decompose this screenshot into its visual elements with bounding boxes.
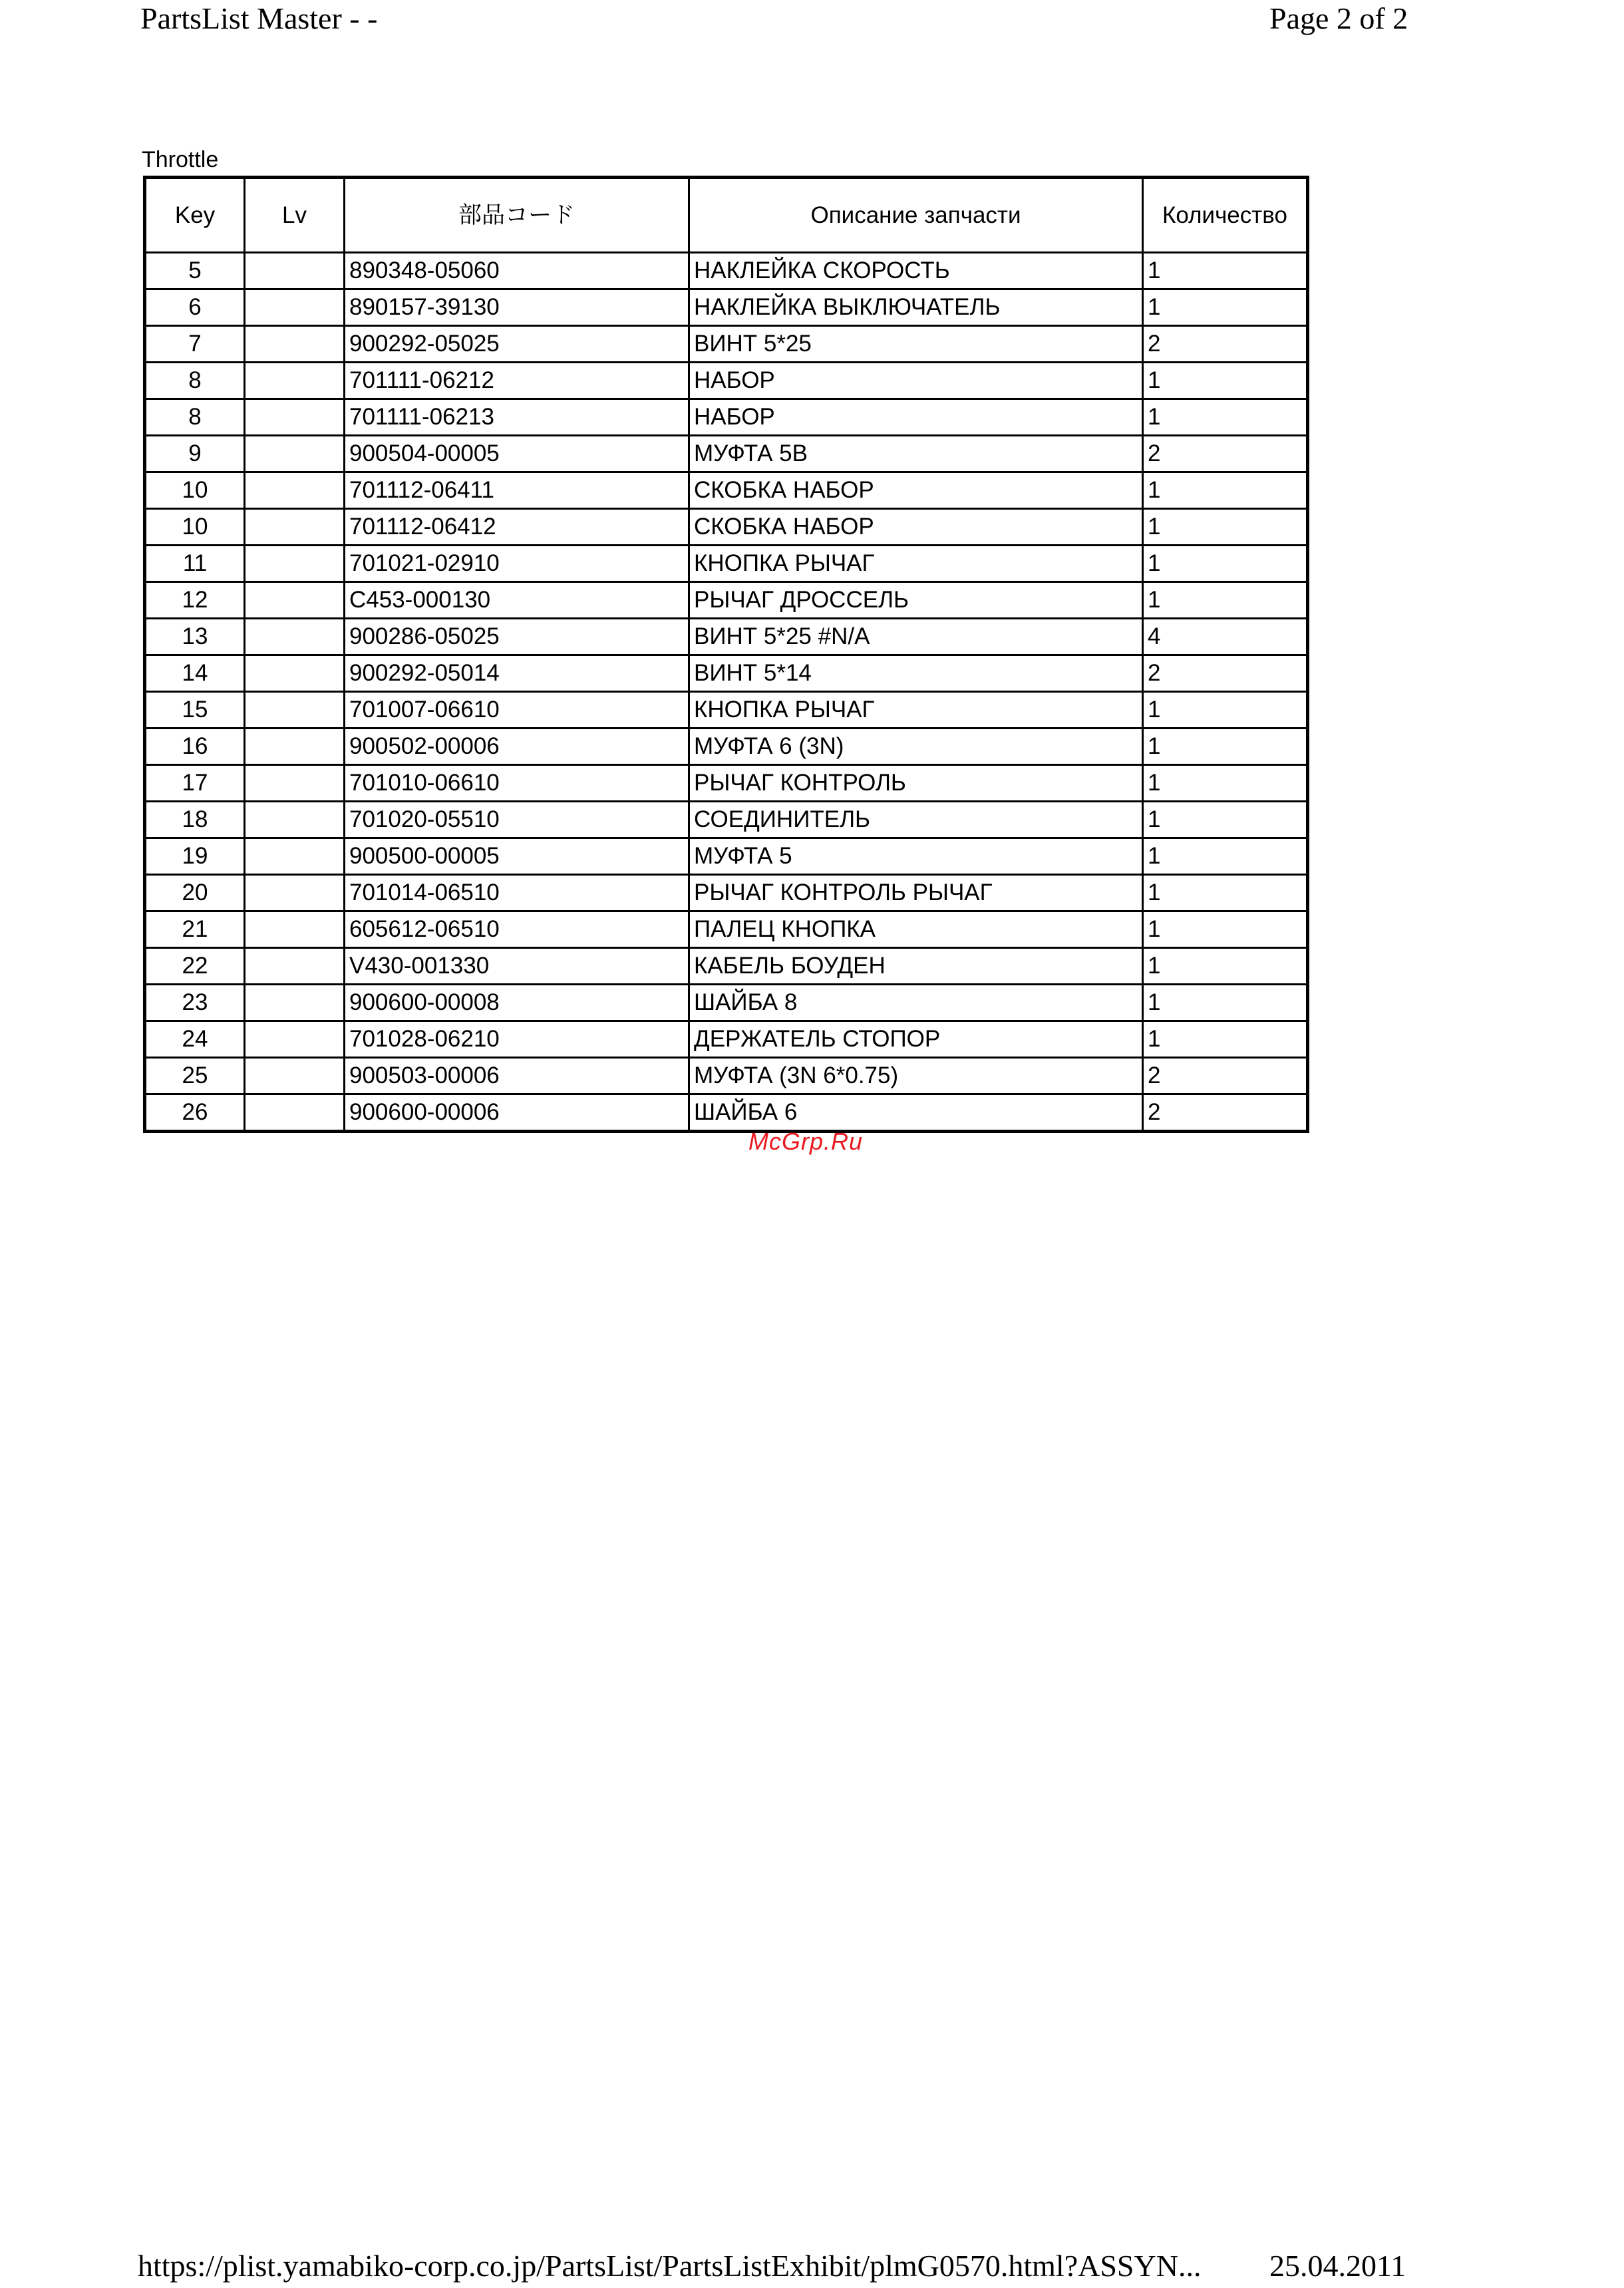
- table-row: [145, 509, 1308, 546]
- cell-lv: [245, 1058, 345, 1094]
- cell-quantity: 1: [1143, 472, 1308, 509]
- cell-lv: [245, 326, 345, 363]
- cell-key: 5: [145, 253, 245, 289]
- cell-part-code: 605612-06510: [345, 911, 689, 948]
- cell-part-code: 701112-06411: [345, 472, 689, 509]
- cell-quantity: 1: [1143, 399, 1308, 436]
- cell-description: ВИНТ 5*14: [689, 655, 1143, 692]
- cell-quantity: 1: [1143, 948, 1308, 985]
- table-row: [145, 436, 1308, 472]
- cell-lv: [245, 546, 345, 582]
- cell-key: 11: [145, 546, 245, 582]
- cell-key: 25: [145, 1058, 245, 1094]
- cell-description: КНОПКА РЫЧАГ: [689, 546, 1143, 582]
- cell-description: РЫЧАГ КОНТРОЛЬ РЫЧАГ: [689, 875, 1143, 911]
- cell-lv: [245, 729, 345, 765]
- cell-part-code: 900286-05025: [345, 619, 689, 655]
- cell-description: РЫЧАГ КОНТРОЛЬ: [689, 765, 1143, 802]
- cell-quantity: 2: [1143, 326, 1308, 363]
- cell-lv: [245, 911, 345, 948]
- cell-part-code: 900500-00005: [345, 838, 689, 875]
- cell-lv: [245, 838, 345, 875]
- cell-description: ПАЛЕЦ КНОПКА: [689, 911, 1143, 948]
- cell-key: 7: [145, 326, 245, 363]
- cell-part-code: 900292-05014: [345, 655, 689, 692]
- table-row: [145, 399, 1308, 436]
- cell-lv: [245, 655, 345, 692]
- cell-quantity: 1: [1143, 289, 1308, 326]
- cell-lv: [245, 875, 345, 911]
- cell-part-code: 900600-00008: [345, 985, 689, 1021]
- table-row: [145, 363, 1308, 399]
- table-row: [145, 326, 1308, 363]
- table-row: [145, 655, 1308, 692]
- table-row: [145, 1058, 1308, 1094]
- cell-key: 13: [145, 619, 245, 655]
- cell-lv: [245, 802, 345, 838]
- cell-lv: [245, 399, 345, 436]
- cell-lv: [245, 1094, 345, 1132]
- cell-part-code: 900504-00005: [345, 436, 689, 472]
- cell-part-code: 900600-00006: [345, 1094, 689, 1132]
- cell-part-code: 701028-06210: [345, 1021, 689, 1058]
- cell-description: МУФТА 6 (3N): [689, 729, 1143, 765]
- table-row: [145, 692, 1308, 729]
- table-header-row: [145, 178, 1308, 253]
- cell-part-code: 701111-06213: [345, 399, 689, 436]
- table-row: [145, 582, 1308, 619]
- column-header-description: Описание запчасти: [689, 178, 1143, 253]
- cell-quantity: 1: [1143, 875, 1308, 911]
- table-row: [145, 911, 1308, 948]
- cell-quantity: 2: [1143, 1094, 1308, 1132]
- cell-lv: [245, 765, 345, 802]
- cell-key: 17: [145, 765, 245, 802]
- cell-quantity: 1: [1143, 1021, 1308, 1058]
- cell-description: ВИНТ 5*25 #N/A: [689, 619, 1143, 655]
- cell-quantity: 1: [1143, 838, 1308, 875]
- cell-lv: [245, 1021, 345, 1058]
- cell-quantity: 1: [1143, 509, 1308, 546]
- cell-quantity: 2: [1143, 1058, 1308, 1094]
- cell-key: 6: [145, 289, 245, 326]
- cell-lv: [245, 948, 345, 985]
- cell-description: МУФТА 5: [689, 838, 1143, 875]
- cell-quantity: 1: [1143, 911, 1308, 948]
- cell-part-code: 701010-06610: [345, 765, 689, 802]
- cell-lv: [245, 509, 345, 546]
- cell-lv: [245, 472, 345, 509]
- cell-quantity: 2: [1143, 655, 1308, 692]
- cell-quantity: 1: [1143, 802, 1308, 838]
- cell-part-code: 701014-06510: [345, 875, 689, 911]
- cell-key: 23: [145, 985, 245, 1021]
- cell-quantity: 1: [1143, 582, 1308, 619]
- parts-table-body: [145, 253, 1308, 1132]
- table-row: [145, 948, 1308, 985]
- cell-part-code: 701111-06212: [345, 363, 689, 399]
- cell-quantity: 1: [1143, 363, 1308, 399]
- cell-description: НАКЛЕЙКА ВЫКЛЮЧАТЕЛЬ: [689, 289, 1143, 326]
- table-row: [145, 985, 1308, 1021]
- table-row: [145, 875, 1308, 911]
- cell-quantity: 1: [1143, 729, 1308, 765]
- cell-part-code: 900292-05025: [345, 326, 689, 363]
- table-row: [145, 472, 1308, 509]
- footer-date: 25.04.2011: [1269, 2249, 1406, 2283]
- cell-description: НАБОР: [689, 399, 1143, 436]
- cell-quantity: 4: [1143, 619, 1308, 655]
- cell-description: НАКЛЕЙКА СКОРОСТЬ: [689, 253, 1143, 289]
- watermark: McGrp.Ru: [748, 1128, 864, 1155]
- cell-part-code: V430-001330: [345, 948, 689, 985]
- cell-lv: [245, 619, 345, 655]
- cell-part-code: C453-000130: [345, 582, 689, 619]
- cell-key: 24: [145, 1021, 245, 1058]
- cell-quantity: 1: [1143, 985, 1308, 1021]
- cell-part-code: 701007-06610: [345, 692, 689, 729]
- table-row: [145, 729, 1308, 765]
- cell-lv: [245, 289, 345, 326]
- column-header-part-code: 部品コード: [345, 178, 689, 253]
- cell-description: ВИНТ 5*25: [689, 326, 1143, 363]
- page-number: Page 2 of 2: [1269, 1, 1408, 35]
- table-row: [145, 289, 1308, 326]
- cell-part-code: 900502-00006: [345, 729, 689, 765]
- cell-key: 22: [145, 948, 245, 985]
- cell-lv: [245, 985, 345, 1021]
- cell-key: 20: [145, 875, 245, 911]
- cell-key: 15: [145, 692, 245, 729]
- table-row: [145, 546, 1308, 582]
- cell-description: ШАЙБА 8: [689, 985, 1143, 1021]
- cell-description: НАБОР: [689, 363, 1143, 399]
- cell-description: МУФТА 5В: [689, 436, 1143, 472]
- cell-description: ДЕРЖАТЕЛЬ СТОПОР: [689, 1021, 1143, 1058]
- cell-key: 18: [145, 802, 245, 838]
- column-header-key: Key: [145, 178, 245, 253]
- cell-description: КАБЕЛЬ БОУДЕН: [689, 948, 1143, 985]
- cell-part-code: 701020-05510: [345, 802, 689, 838]
- cell-lv: [245, 436, 345, 472]
- cell-description: МУФТА (3N 6*0.75): [689, 1058, 1143, 1094]
- cell-lv: [245, 582, 345, 619]
- document-title: PartsList Master - -: [140, 1, 378, 35]
- table-row: [145, 765, 1308, 802]
- cell-description: РЫЧАГ ДРОССЕЛЬ: [689, 582, 1143, 619]
- footer-url: https://plist.yamabiko-corp.co.jp/PartsList/PartsListExhibit/plmG0570.html?ASSYN...: [138, 2249, 1202, 2283]
- cell-description: СКОБКА НАБОР: [689, 509, 1143, 546]
- table-row: [145, 619, 1308, 655]
- cell-quantity: 1: [1143, 253, 1308, 289]
- cell-key: 10: [145, 509, 245, 546]
- cell-key: 10: [145, 472, 245, 509]
- table-row: [145, 1021, 1308, 1058]
- cell-key: 8: [145, 363, 245, 399]
- cell-part-code: 701112-06412: [345, 509, 689, 546]
- table-row: [145, 253, 1308, 289]
- column-header-lv: Lv: [245, 178, 345, 253]
- cell-key: 16: [145, 729, 245, 765]
- table-row: [145, 838, 1308, 875]
- cell-lv: [245, 363, 345, 399]
- cell-quantity: 1: [1143, 692, 1308, 729]
- parts-table: [143, 176, 1309, 1133]
- cell-key: 8: [145, 399, 245, 436]
- cell-key: 26: [145, 1094, 245, 1132]
- section-title: Throttle: [142, 147, 219, 172]
- cell-part-code: 890157-39130: [345, 289, 689, 326]
- cell-description: ШАЙБА 6: [689, 1094, 1143, 1132]
- cell-key: 14: [145, 655, 245, 692]
- cell-key: 12: [145, 582, 245, 619]
- column-header-quantity: Количество: [1143, 178, 1308, 253]
- cell-description: СКОБКА НАБОР: [689, 472, 1143, 509]
- table-row: [145, 802, 1308, 838]
- table-row: [145, 1094, 1308, 1132]
- cell-key: 21: [145, 911, 245, 948]
- cell-part-code: 701021-02910: [345, 546, 689, 582]
- cell-key: 19: [145, 838, 245, 875]
- cell-quantity: 2: [1143, 436, 1308, 472]
- cell-lv: [245, 692, 345, 729]
- cell-description: КНОПКА РЫЧАГ: [689, 692, 1143, 729]
- cell-key: 9: [145, 436, 245, 472]
- cell-part-code: 900503-00006: [345, 1058, 689, 1094]
- cell-part-code: 890348-05060: [345, 253, 689, 289]
- cell-quantity: 1: [1143, 546, 1308, 582]
- cell-description: СОЕДИНИТЕЛЬ: [689, 802, 1143, 838]
- cell-lv: [245, 253, 345, 289]
- cell-quantity: 1: [1143, 765, 1308, 802]
